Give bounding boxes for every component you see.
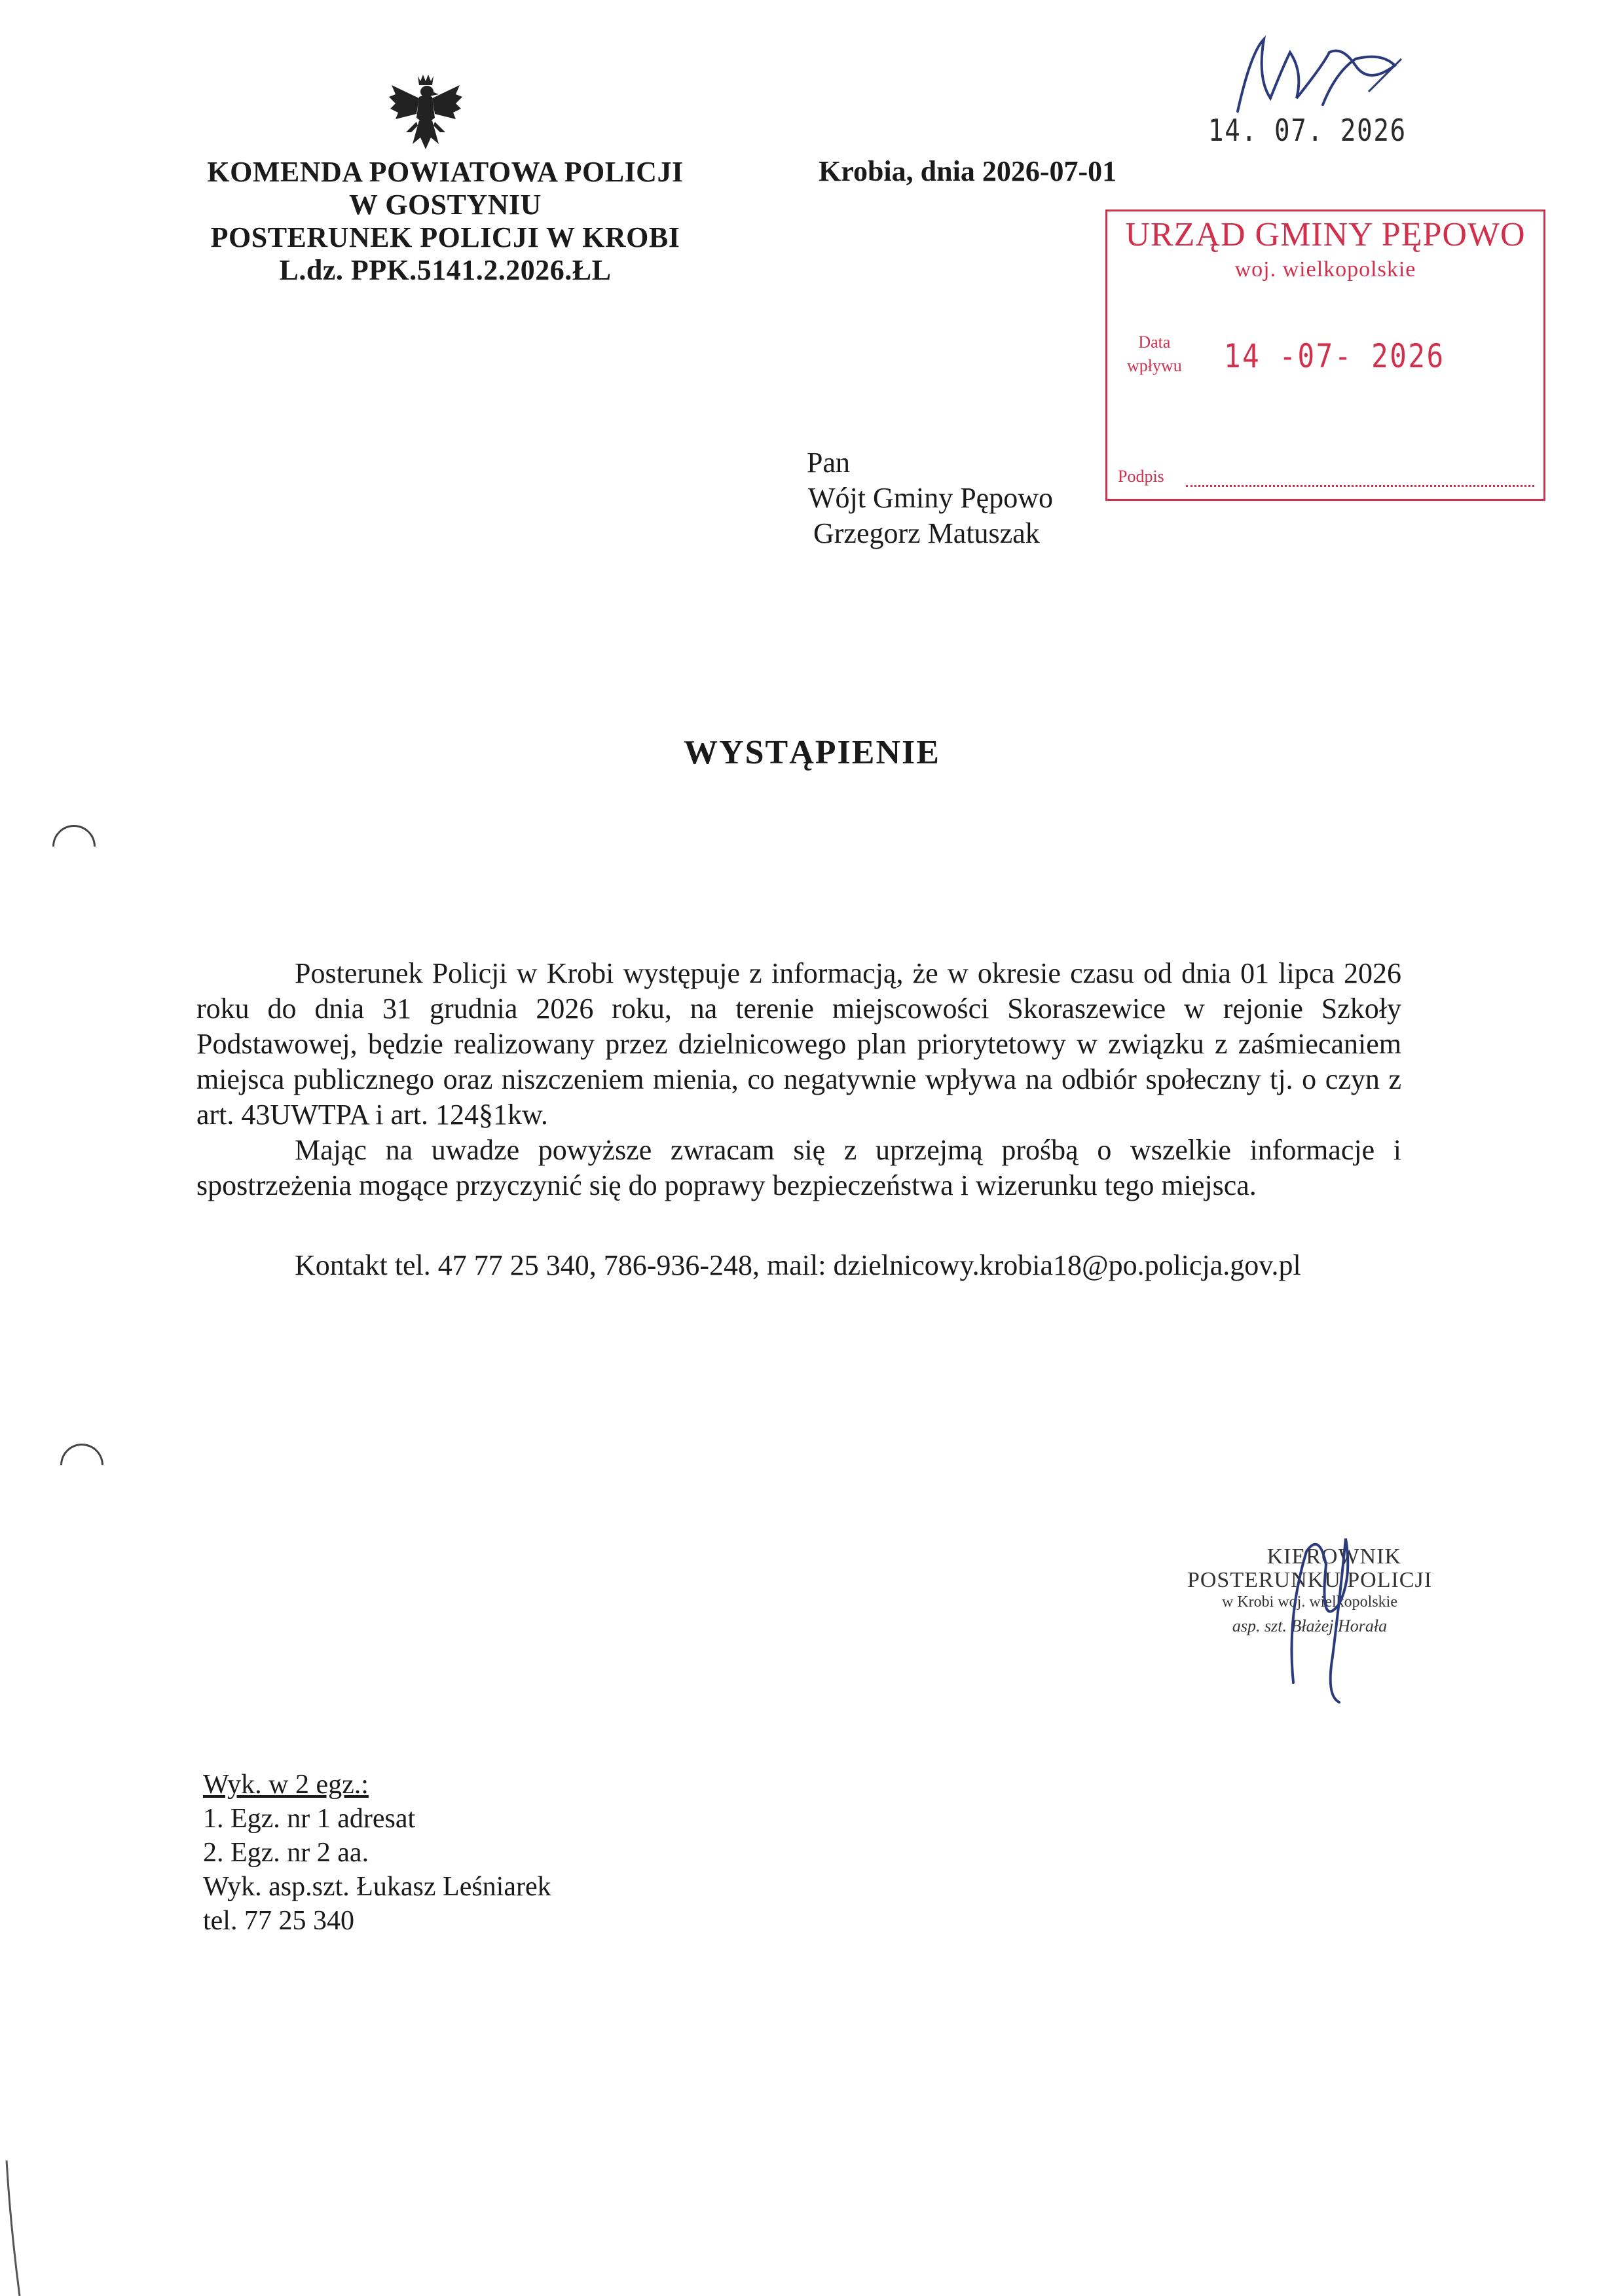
scan-edge-mark bbox=[0, 2160, 26, 2296]
issuer-line-2: W GOSTYNIU bbox=[349, 189, 542, 221]
punch-hole-mark bbox=[51, 1434, 112, 1495]
signature-unit: POSTERUNKU POLICJI bbox=[1187, 1568, 1433, 1592]
addressee-block bbox=[807, 445, 1053, 551]
footer-notes bbox=[203, 1768, 551, 1938]
place-and-date: Krobia, dnia 2026-07-01 bbox=[819, 155, 1117, 187]
stamp-signature-line bbox=[1186, 485, 1534, 487]
punch-hole-mark bbox=[43, 816, 104, 877]
stamp-date-value: 14 -07- 2026 bbox=[1224, 337, 1445, 375]
copies-heading: Wyk. w 2 egz.: bbox=[203, 1770, 369, 1800]
stamp-date-label: Data wpływu bbox=[1127, 333, 1182, 375]
stamp-office-name: URZĄD GMINY PĘPOWO bbox=[1125, 216, 1526, 253]
stamp-signature-label: Podpis bbox=[1118, 467, 1164, 486]
prepared-by-phone: tel. 77 25 340 bbox=[203, 1906, 354, 1936]
body-paragraph-2: Mając na uwadze powyższe zwracam się z uprzejmą prośbą o wszelkie informacje i spostrzeżenia mogące przyczynić się do poprawy bezpieczeństwa i wizerunku tego miejsca. bbox=[196, 1134, 1401, 1201]
stamp-voivodeship: woj. wielkopolskie bbox=[1234, 257, 1416, 282]
document-body bbox=[196, 956, 1401, 1203]
addressee-name: Grzegorz Matuszak bbox=[813, 517, 1040, 549]
issuer-header bbox=[151, 156, 740, 287]
contact-line: Kontakt tel. 47 77 25 340, 786-936-248, mail: dzielnicowy.krobia18@po.policja.gov.pl bbox=[295, 1249, 1301, 1281]
prepared-by: Wyk. asp.szt. Łukasz Leśniarek bbox=[203, 1872, 551, 1902]
body-paragraph-1: Posterunek Policji w Krobi występuje z informacją, że w okresie czasu od dnia 01 lipca 2026 roku do dnia 31 grudnia 2026 roku, na terenie miejscowości Skoraszewice w rejonie Szkoły Podstawowej, będzie realizowany przez dzielnicowego plan priorytetowy w związku z zaśmiecaniem miejsca publicznego oraz niszczeniem mienia, co negatywnie wpływa na odbiór społeczny tj. o czyn z art. 43UWTPA i art. 124§1kw. bbox=[196, 957, 1401, 1131]
receipt-stamp bbox=[1105, 210, 1545, 501]
polish-eagle-emblem-icon bbox=[386, 72, 465, 164]
document-title: WYSTĄPIENIE bbox=[684, 734, 940, 771]
signature-name: asp. szt. Błażej Horała bbox=[1232, 1616, 1388, 1635]
addressee-title: Wójt Gminy Pępowo bbox=[808, 482, 1053, 514]
issuer-line-3: POSTERUNEK POLICJI W KROBI bbox=[210, 221, 680, 253]
signature-role: KIEROWNIK bbox=[1266, 1544, 1401, 1569]
copy-2: 2. Egz. nr 2 aa. bbox=[203, 1838, 369, 1868]
addressee-salutation: Pan bbox=[807, 446, 850, 479]
handwritten-signature bbox=[1280, 1525, 1359, 1709]
copy-1: 1. Egz. nr 1 adresat bbox=[203, 1804, 416, 1834]
signature-location: w Krobi woj. wielkopolskie bbox=[1222, 1594, 1397, 1611]
received-date-stamp: 14. 07. 2026 bbox=[1208, 113, 1407, 148]
issuer-line-1: KOMENDA POWIATOWA POLICJI bbox=[207, 156, 684, 188]
reference-number: L.dz. PPK.5141.2.2026.ŁL bbox=[279, 254, 612, 286]
